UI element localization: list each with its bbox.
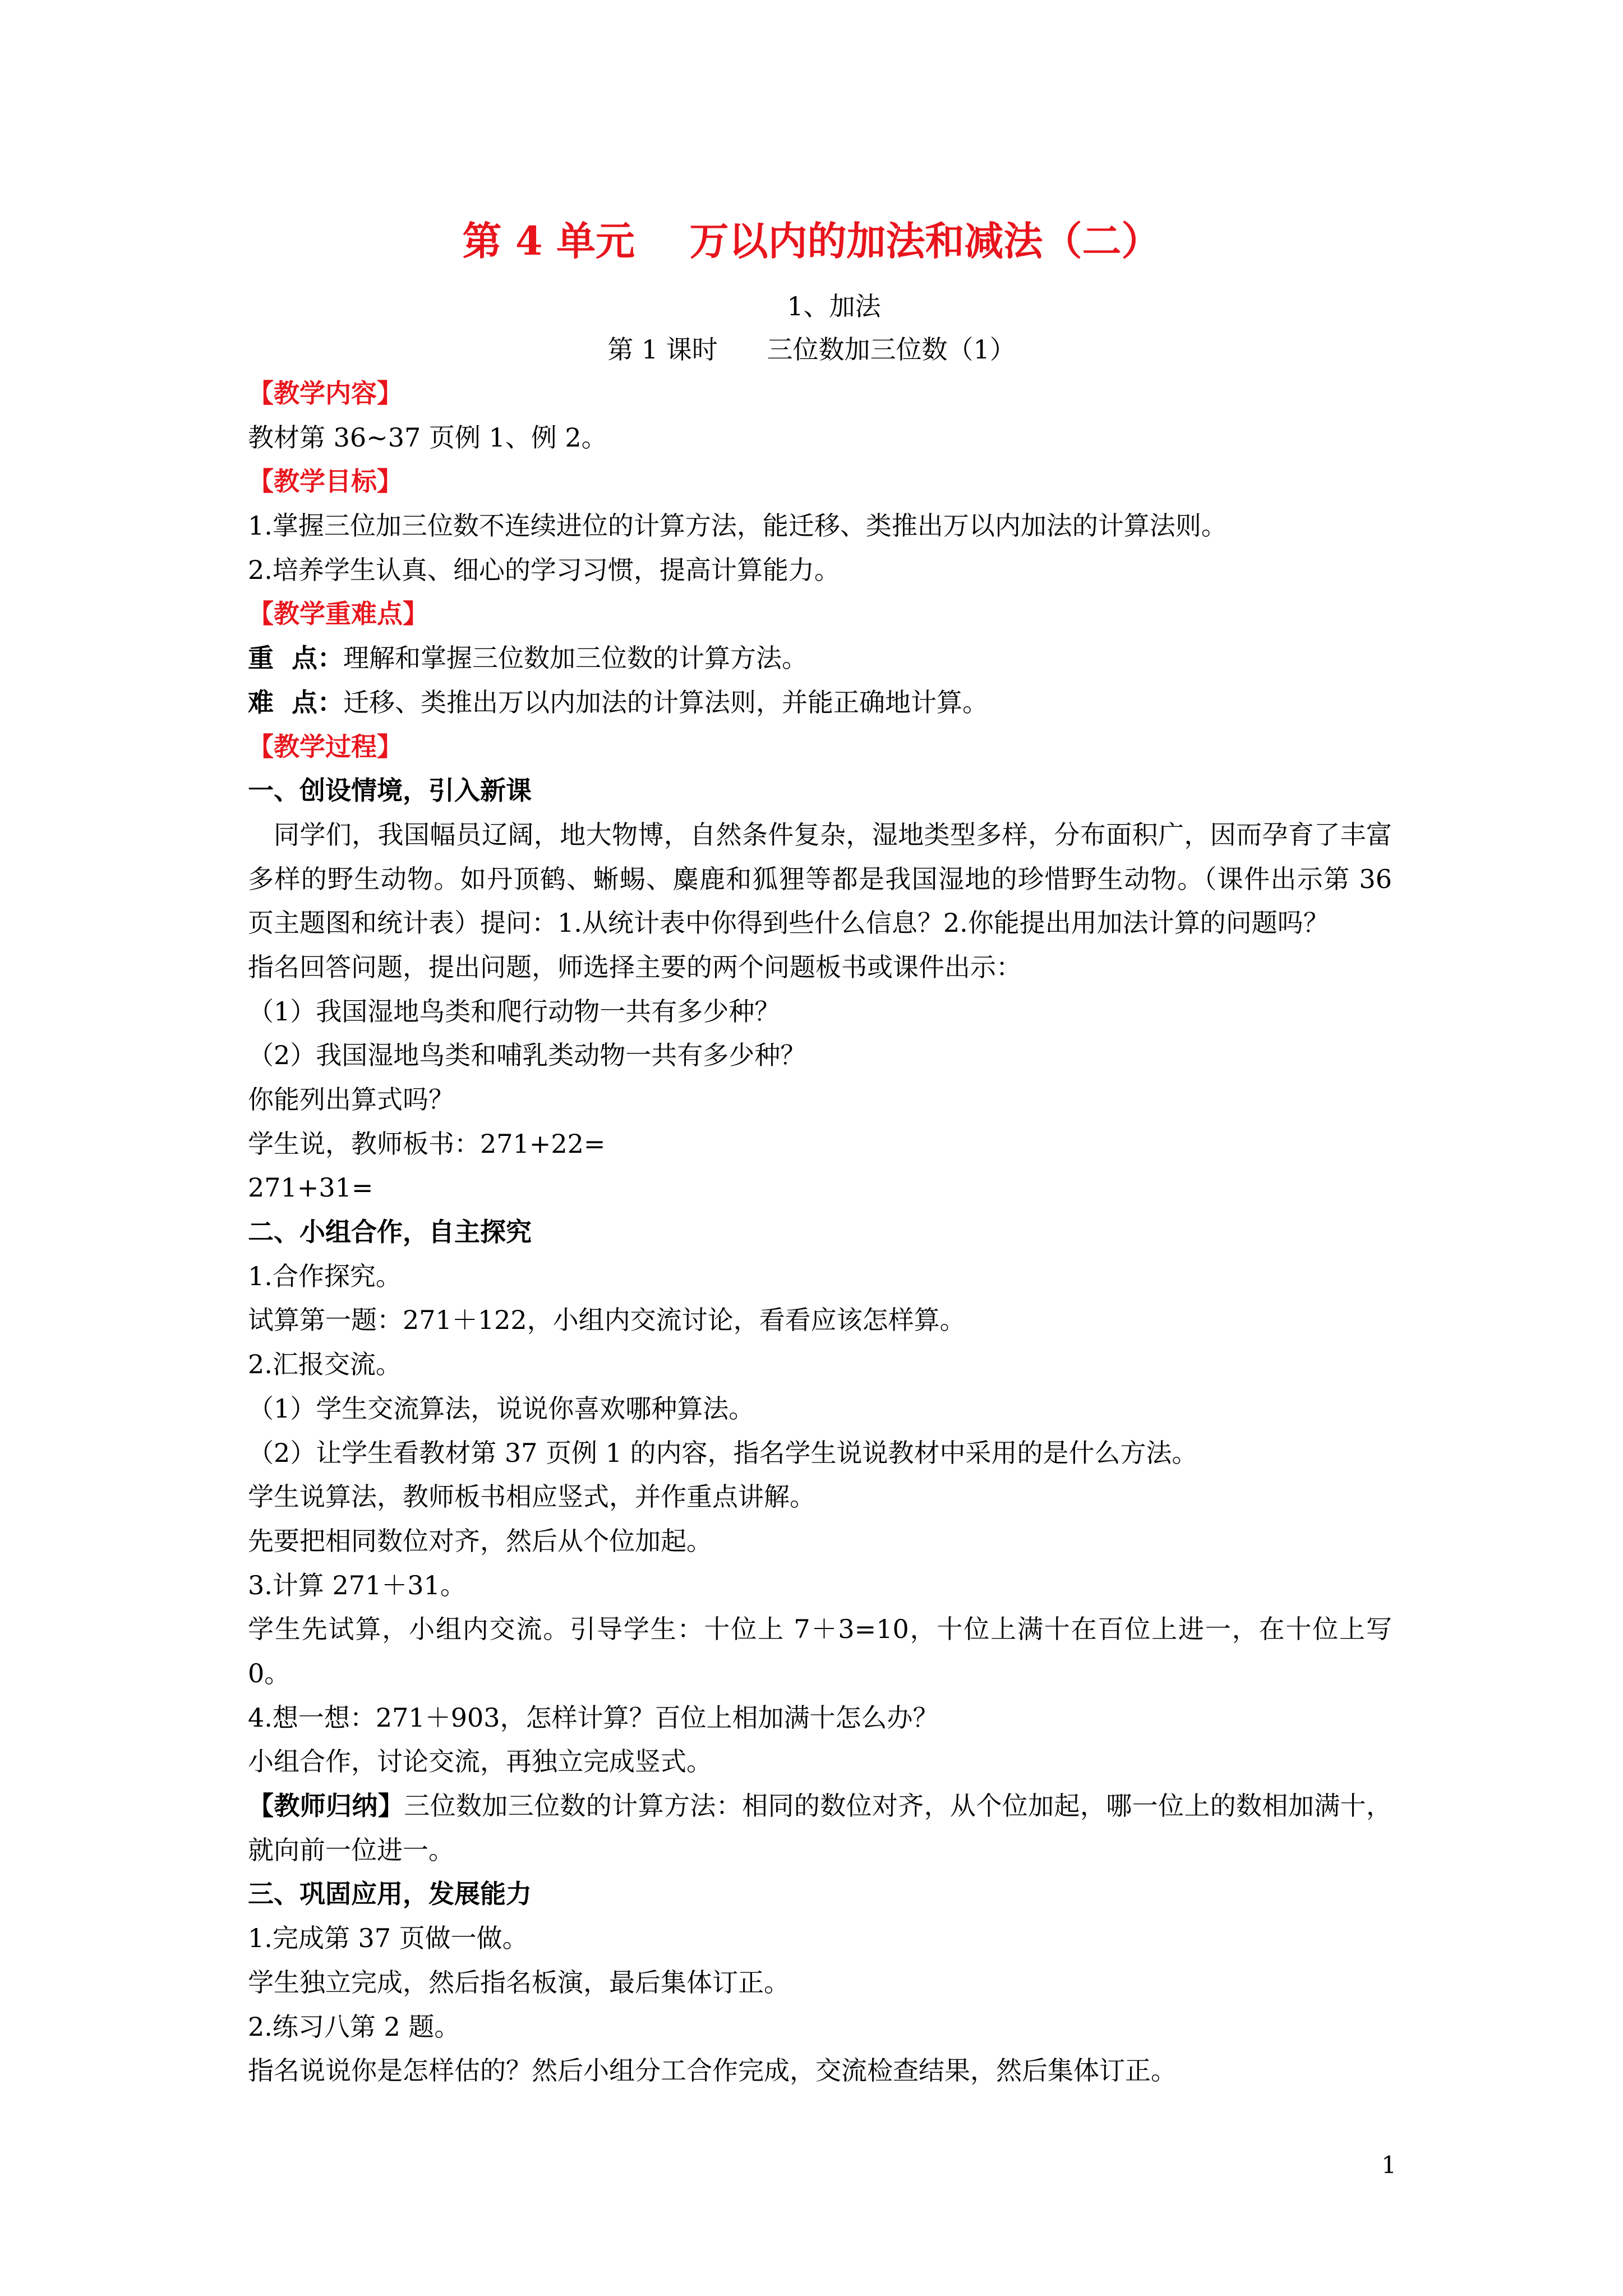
part1-line: 你能列出算式吗？ (248, 1084, 454, 1115)
part2-heading: 二、小组合作，自主探究 (248, 1217, 532, 1248)
part2-paragraph: 学生先试算，小组内交流。引导学生：十位上 7＋3=10，十位上满十在百位上进一，在十位上写 0。 (248, 1614, 1392, 1688)
difficulty-point-text: 迁移、类推出万以内加法的计算法则，并能正确地计算。 (343, 687, 989, 717)
part1-line: 学生说，教师板书：271+22= (248, 1128, 606, 1159)
difficulty-point-label: 难 点： (248, 687, 344, 717)
section-title: 1、加法 (787, 291, 881, 321)
part2-line: 试算第一题：271＋122，小组内交流讨论，看看应该怎样算。 (248, 1305, 966, 1336)
part1-line: （2）我国湿地鸟类和哺乳类动物一共有多少种？ (248, 1040, 806, 1071)
unit-title: 第 4 单元 万以内的加法和减法（二） (462, 218, 1161, 264)
part1-line: 指名回答问题，提出问题，师选择主要的两个问题板书或课件出示： (248, 951, 1022, 982)
goals-heading: 【教学目标】 (248, 466, 403, 497)
part1-line: 271+31= (248, 1172, 374, 1203)
lesson-body (248, 371, 1392, 2093)
part2-line: 先要把相同数位对齐，然后从个位加起。 (248, 1525, 712, 1556)
key-point-label: 重 点： (248, 643, 344, 674)
key-point-text: 理解和掌握三位数加三位数的计算方法。 (343, 643, 808, 674)
part1-line: （1）我国湿地鸟类和爬行动物一共有多少种？ (248, 996, 781, 1027)
part2-line: 学生说算法，教师板书相应竖式，并作重点讲解。 (248, 1481, 815, 1512)
teacher-summary (248, 1784, 1392, 1872)
part3-line: 2.练习八第 2 题。 (248, 2011, 460, 2042)
goal-1: 1.掌握三位加三位数不连续进位的计算方法，能迁移、类推出万以内加法的计算法则。 (248, 510, 1227, 541)
part3-line: 1.完成第 37 页做一做。 (248, 1923, 528, 1954)
part2-line: 4.想一想：271＋903，怎样计算？百位上相加满十怎么办？ (248, 1702, 939, 1733)
part2-line: 3.计算 271＋31。 (248, 1570, 466, 1600)
goal-2: 2.培养学生认真、细心的学习习惯，提高计算能力。 (248, 554, 840, 585)
content-heading: 【教学内容】 (248, 378, 403, 408)
part3-line: 指名说说你是怎样估的？然后小组分工合作完成，交流检查结果，然后集体订正。 (248, 2055, 1177, 2086)
page-number: 1 (1381, 2151, 1396, 2179)
part2-line: （1）学生交流算法，说说你喜欢哪种算法。 (248, 1393, 755, 1424)
key-difficulty-heading: 【教学重难点】 (248, 599, 428, 629)
key-point (248, 636, 1392, 680)
part3-line: 学生独立完成，然后指名板演，最后集体订正。 (248, 1967, 790, 1998)
part1-heading: 一、创设情境，引入新课 (248, 775, 532, 806)
part2-line: 1.合作探究。 (248, 1260, 402, 1291)
process-heading: 【教学过程】 (248, 731, 403, 762)
summary-text: 三位数加三位数的计算方法：相同的数位对齐，从个位加起，哪一位上的数相加满十，就向前一位进一。 (248, 1791, 1393, 1865)
part2-line: 2.汇报交流。 (248, 1349, 402, 1380)
lesson-title: 第 1 课时 三位数加三位数（1） (607, 334, 1016, 365)
part2-line: 小组合作，讨论交流，再独立完成竖式。 (248, 1746, 712, 1777)
part2-line: （2）让学生看教材第 37 页例 1 的内容，指名学生说说教材中采用的是什么方法。 (248, 1437, 1198, 1468)
summary-label: 【教师归纳】 (248, 1791, 404, 1821)
part1-paragraph: 同学们，我国幅员辽阔，地大物博，自然条件复杂，湿地类型多样，分布面积广，因而孕育了丰富多样的野生动物。如丹顶鹤、蜥蜴、麋鹿和狐狸等都是我国湿地的珍惜野生动物。（课件出示第 36 页主题图和统计表）提问：1.从统计表中你得到些什么信息？2.你能提出用加法计算的问题吗？ (248, 819, 1392, 938)
part3-heading: 三、巩固应用，发展能力 (248, 1879, 532, 1910)
difficulty-point (248, 680, 1392, 725)
content-text: 教材第 36~37 页例 1、例 2。 (248, 422, 607, 453)
